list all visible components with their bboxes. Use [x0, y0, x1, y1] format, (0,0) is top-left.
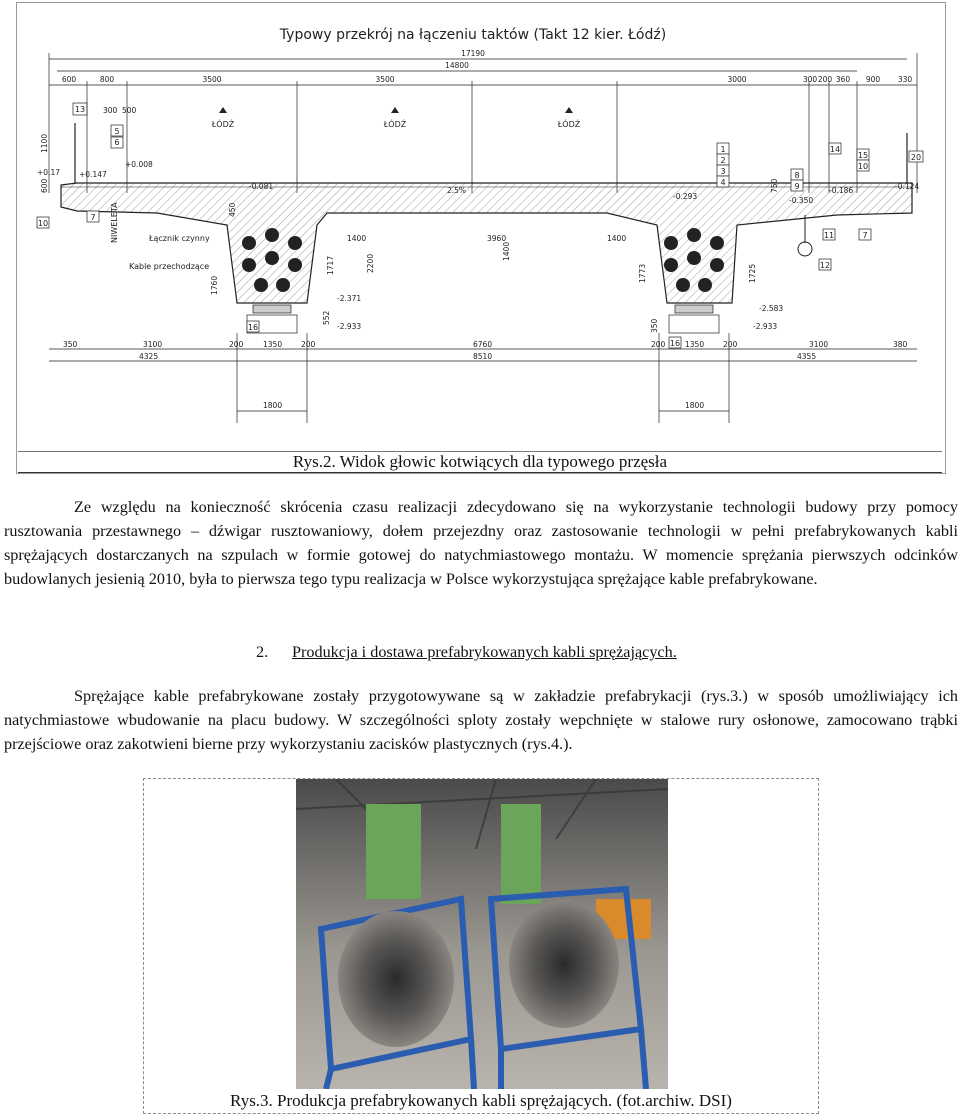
- direction-label-1: ŁÓDŹ: [211, 120, 235, 129]
- figure3-caption: Rys.3. Produkcja prefabrykowanych kabli sprężających. (fot.archiw. DSI): [230, 1091, 732, 1110]
- inner-1725: 1725: [748, 263, 757, 283]
- b1-200c: 200: [651, 340, 666, 349]
- callout-7: 7: [90, 213, 96, 222]
- b2-4325: 4325: [139, 352, 159, 361]
- dim-1100: 1100: [40, 133, 49, 153]
- inner-3960: 3960: [487, 234, 507, 243]
- level-2: +0.147: [79, 170, 107, 179]
- callout-16a: 16: [247, 323, 259, 332]
- callout-5: 5: [114, 127, 120, 136]
- dim-3500a: 3500: [202, 75, 222, 84]
- label-niweleta: NIWELETA: [110, 202, 119, 243]
- callout-8: 8: [794, 171, 800, 180]
- callout-6: 6: [114, 138, 120, 147]
- level-5: -0.293: [673, 192, 698, 201]
- level-3: +0.008: [125, 160, 153, 169]
- paragraph-1-text: Ze względu na konieczność skrócenia czasu realizacji zdecydowano się na wykorzystanie technologii budowy przy pomocy rusztowania przestawnego – dźwigar rusztowaniowy, dołem przejezdny oraz zastosowanie technologii w pełni prefabrykowanych kabli sprężających dostarczanych na szpulach w formie gotowej do natychmiastowego montażu. W momencie sprężania pierwszych odcinków budowlanych jesienią 2010, była to pierwsza tego typu realizacja w Polsce wykorzystująca sprężające kable prefabrykowane.: [4, 498, 958, 588]
- factory-photo: [296, 779, 668, 1089]
- level-7: -0.186: [829, 186, 854, 195]
- inner-1400c: 1400: [502, 241, 511, 261]
- label-kable: Kable przechodzące: [129, 262, 210, 271]
- callout-3: 3: [720, 167, 726, 176]
- callout-11: 11: [823, 231, 835, 240]
- dim-200: 200: [817, 75, 833, 84]
- dim-600-left: 600: [40, 178, 49, 193]
- figure-cross-section: [16, 2, 946, 474]
- dim-330: 330: [897, 75, 913, 84]
- b2-4355: 4355: [797, 352, 817, 361]
- dim-17190: 17190: [461, 49, 485, 58]
- callout-12: 12: [819, 261, 831, 270]
- inner-1717: 1717: [326, 255, 335, 275]
- label-slope: 2.5%: [447, 186, 467, 195]
- level-1: +0.17: [37, 168, 60, 177]
- dim-600: 600: [61, 75, 77, 84]
- inner-2200: 2200: [366, 253, 375, 273]
- section-number: 2.: [256, 643, 269, 661]
- level-6: -0.350: [789, 196, 814, 205]
- inner-1773: 1773: [638, 263, 647, 283]
- level-11: -2.583: [759, 304, 784, 313]
- dim-3500b: 3500: [375, 75, 395, 84]
- dim-900: 900: [865, 75, 881, 84]
- callout-20: 20: [910, 153, 922, 162]
- b1-3100a: 3100: [143, 340, 163, 349]
- section-heading: [256, 641, 677, 663]
- inner-1760: 1760: [210, 275, 219, 295]
- inner-350: 350: [650, 318, 659, 333]
- dim-800: 800: [99, 75, 115, 84]
- b1-350: 350: [63, 340, 78, 349]
- inner-1400a: 1400: [347, 234, 367, 243]
- level-9: -2.371: [337, 294, 362, 303]
- callout-16b: 16: [669, 339, 681, 348]
- b1-1350a: 1350: [263, 340, 283, 349]
- callout-2: 2: [720, 156, 726, 165]
- level-4: -0.081: [249, 182, 274, 191]
- section-title: Produkcja i dostawa prefabrykowanych kabli sprężających.: [292, 643, 677, 661]
- level-10: -2.933: [337, 322, 362, 331]
- direction-markers: [211, 107, 581, 129]
- dim-300-left: 300: [103, 106, 118, 115]
- inner-750: 750: [770, 178, 779, 193]
- callout-10: 10: [37, 219, 49, 228]
- callout-13: 13: [74, 105, 86, 114]
- callout-15: 15: [857, 151, 869, 160]
- b1-6760: 6760: [473, 340, 493, 349]
- dim-3000: 3000: [727, 75, 747, 84]
- b3-1800a: 1800: [263, 401, 283, 410]
- b2-8510: 8510: [473, 352, 493, 361]
- cross-section-drawing: [17, 3, 945, 451]
- level-12: -2.933: [753, 322, 778, 331]
- callout-9: 9: [794, 182, 800, 191]
- direction-label-3: ŁÓDŹ: [557, 120, 581, 129]
- dim-360: 360: [835, 75, 851, 84]
- paragraph-1: [4, 495, 958, 591]
- paragraph-2-text: Sprężające kable prefabrykowane zostały przygotowywane są w zakładzie prefabrykacji (rys.3.) w sposób umożliwiający ich natychmiastowe wbudowanie na placu budowy. W szczególności sploty zostały wepchnięte w stalowe rury osłonowe, zamocowano trąbki przejściowe oraz zakotwieni bierne przy wykorzystaniu zacisków plastycznych (rys.4.).: [4, 687, 958, 753]
- direction-label-2: ŁÓDŹ: [383, 120, 407, 129]
- callout-1: 1: [720, 145, 726, 154]
- figure2-caption: Rys.2. Widok głowic kotwiących dla typowego przęsła: [18, 451, 942, 473]
- callout-14: 14: [829, 145, 841, 154]
- b1-380: 380: [893, 340, 908, 349]
- b1-3100b: 3100: [809, 340, 829, 349]
- callout-10b: 10: [857, 162, 869, 171]
- inner-1400b: 1400: [607, 234, 627, 243]
- inner-450: 450: [228, 202, 237, 217]
- label-lacznik: Łącznik czynny: [149, 234, 210, 243]
- level-8: -0.124: [895, 182, 920, 191]
- callout-4: 4: [720, 178, 726, 187]
- figure-photo: [143, 778, 819, 1114]
- dim-14800: 14800: [445, 61, 469, 70]
- b3-1800b: 1800: [685, 401, 705, 410]
- dim-300: 300: [802, 75, 818, 84]
- inner-552: 552: [322, 310, 331, 325]
- b1-200d: 200: [723, 340, 738, 349]
- dim-500-left: 500: [122, 106, 137, 115]
- deck-section: [61, 183, 912, 303]
- paragraph-2: [4, 684, 958, 756]
- b1-1350b: 1350: [685, 340, 705, 349]
- drawing-title: Typowy przekrój na łączeniu taktów (Takt 12 kier. Łódź): [279, 27, 667, 43]
- callout-7b: 7: [862, 231, 868, 240]
- b1-200a: 200: [229, 340, 244, 349]
- b1-200b: 200: [301, 340, 316, 349]
